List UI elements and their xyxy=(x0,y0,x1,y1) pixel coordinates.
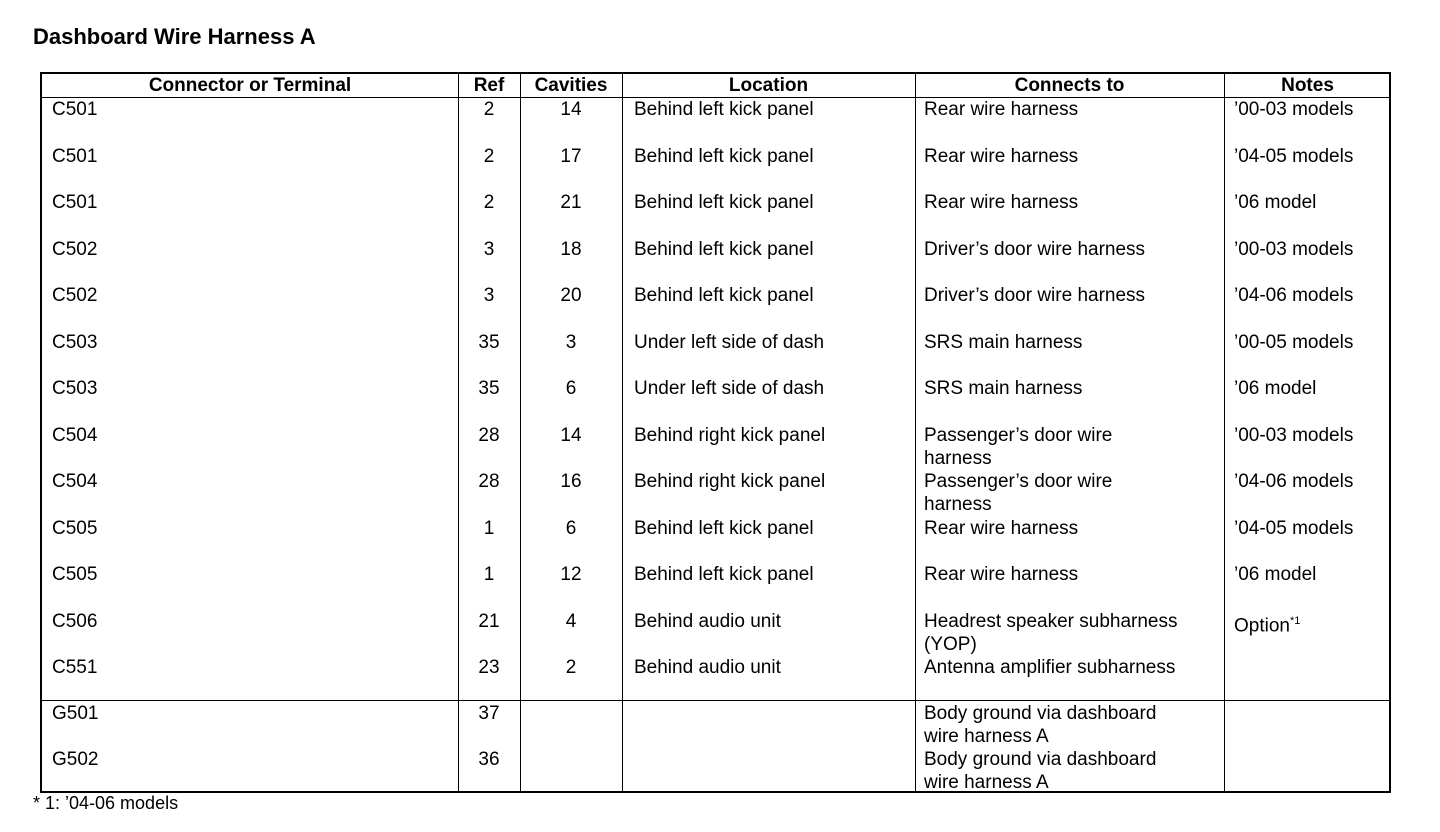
ref-cell: 21 xyxy=(478,610,500,632)
ref-cell: 28 xyxy=(478,471,500,492)
ground-connects-to-cell: Body ground via dashboard xyxy=(924,749,1157,770)
notes-text: ’00-03 models xyxy=(1234,99,1354,120)
connector-cell: C505 xyxy=(52,517,98,539)
notes-cell xyxy=(1234,98,1353,121)
connects-to-cell: Driver’s door wire harness xyxy=(924,238,1146,260)
cavities-cell: 20 xyxy=(560,285,582,306)
connector-cell: C504 xyxy=(52,471,98,492)
cavities-cell: 6 xyxy=(565,378,577,399)
connects-to-cell-line2: harness xyxy=(924,447,992,469)
notes-cell xyxy=(1234,377,1316,400)
ref-cell: 3 xyxy=(483,238,495,260)
ref-cell: 3 xyxy=(483,285,495,306)
notes-cell xyxy=(1234,517,1353,540)
connects-to-cell: SRS main harness xyxy=(924,378,1083,399)
connector-cell: C502 xyxy=(52,238,98,260)
cavities-cell: 14 xyxy=(560,99,582,120)
location-cell: Under left side of dash xyxy=(634,378,825,399)
ref-cell: 23 xyxy=(478,657,500,678)
header-location: Location xyxy=(728,75,809,96)
wire-harness-table xyxy=(40,72,1391,793)
cavities-cell: 17 xyxy=(560,145,582,167)
notes-text: ’04-05 models xyxy=(1234,517,1354,539)
ref-cell: 2 xyxy=(483,192,495,213)
notes-text: ’00-05 models xyxy=(1234,331,1354,353)
notes-cell xyxy=(1234,284,1353,307)
location-cell: Behind left kick panel xyxy=(634,238,814,260)
notes-text: ’06 model xyxy=(1234,378,1317,399)
notes-cell xyxy=(1234,238,1353,261)
notes-cell xyxy=(1234,424,1353,447)
connects-to-cell: Passenger’s door wire xyxy=(924,471,1113,492)
connects-to-cell: Rear wire harness xyxy=(924,145,1079,167)
notes-cell xyxy=(1234,191,1316,214)
ground-connector-cell: G502 xyxy=(52,749,99,770)
location-cell: Behind right kick panel xyxy=(634,471,826,492)
page-title: Dashboard Wire Harness A xyxy=(33,24,316,49)
location-cell: Behind audio unit xyxy=(634,610,781,632)
connects-to-cell: Rear wire harness xyxy=(924,564,1079,585)
ground-ref-cell: 36 xyxy=(478,749,500,770)
notes-text: ’04-05 models xyxy=(1234,145,1354,167)
notes-cell xyxy=(1234,610,1300,637)
connects-to-cell: SRS main harness xyxy=(924,331,1083,353)
header-connector: Connector or Terminal xyxy=(148,75,352,96)
notes-text: ’04-06 models xyxy=(1234,471,1354,492)
cavities-cell: 2 xyxy=(565,657,577,678)
cavities-cell: 14 xyxy=(560,424,582,446)
location-cell: Behind left kick panel xyxy=(634,517,814,539)
section-divider xyxy=(42,700,1389,701)
notes-cell xyxy=(1234,470,1353,493)
location-cell: Behind left kick panel xyxy=(634,145,814,167)
location-cell: Behind right kick panel xyxy=(634,424,826,446)
header-cavities: Cavities xyxy=(534,75,608,96)
notes-text: ’04-06 models xyxy=(1234,285,1354,306)
connects-to-cell-line2: (YOP) xyxy=(924,633,977,655)
notes-text: ’00-03 models xyxy=(1234,424,1354,446)
cavities-cell: 18 xyxy=(560,238,582,260)
connects-to-cell: Rear wire harness xyxy=(924,99,1079,120)
ref-cell: 1 xyxy=(483,517,495,539)
location-cell: Behind left kick panel xyxy=(634,99,814,120)
notes-cell xyxy=(1234,331,1353,354)
ground-connects-to-cell-line2: wire harness A xyxy=(924,726,1049,747)
ref-cell: 2 xyxy=(483,99,495,120)
notes-cell xyxy=(1234,145,1353,168)
header-notes: Notes xyxy=(1281,75,1334,96)
connector-cell: C506 xyxy=(52,610,98,632)
connects-to-cell: Passenger’s door wire xyxy=(924,424,1113,446)
notes-cell xyxy=(1234,563,1316,586)
location-cell: Behind left kick panel xyxy=(634,192,814,213)
connector-cell: C551 xyxy=(52,657,98,678)
header-connects-to: Connects to xyxy=(1014,75,1125,96)
connects-to-cell: Driver’s door wire harness xyxy=(924,285,1146,306)
location-cell: Behind left kick panel xyxy=(634,564,814,585)
notes-text: ’06 model xyxy=(1234,564,1317,585)
ground-connects-to-cell-line2: wire harness A xyxy=(924,772,1049,793)
connector-cell: C503 xyxy=(52,331,98,353)
location-cell: Under left side of dash xyxy=(634,331,825,353)
notes-text: Option xyxy=(1234,614,1290,636)
connector-cell: C502 xyxy=(52,285,98,306)
cavities-cell: 4 xyxy=(565,610,577,632)
connector-cell: C501 xyxy=(52,99,98,120)
location-cell: Behind left kick panel xyxy=(634,285,814,306)
connects-to-cell: Antenna amplifier subharness xyxy=(924,657,1176,678)
connects-to-cell: Rear wire harness xyxy=(924,517,1079,539)
connects-to-cell: Headrest speaker subharness xyxy=(924,610,1178,632)
ref-cell: 28 xyxy=(478,424,500,446)
header-ref: Ref xyxy=(473,75,505,96)
col-divider xyxy=(622,74,623,791)
connector-cell: C501 xyxy=(52,145,98,167)
location-cell: Behind audio unit xyxy=(634,657,781,678)
notes-text: ’06 model xyxy=(1234,192,1317,213)
ref-cell: 35 xyxy=(478,331,500,353)
footnote: * 1: ’04-06 models xyxy=(33,793,179,813)
cavities-cell: 6 xyxy=(565,517,577,539)
ground-connector-cell: G501 xyxy=(52,703,99,724)
cavities-cell: 12 xyxy=(560,564,582,585)
col-divider xyxy=(915,74,916,791)
connector-cell: C503 xyxy=(52,378,98,399)
notes-text: ’00-03 models xyxy=(1234,238,1354,260)
cavities-cell: 21 xyxy=(560,192,582,213)
ground-ref-cell: 37 xyxy=(478,703,500,724)
col-divider xyxy=(1224,74,1225,791)
ref-cell: 2 xyxy=(483,145,495,167)
connector-cell: C505 xyxy=(52,564,98,585)
cavities-cell: 16 xyxy=(560,471,582,492)
ref-cell: 35 xyxy=(478,378,500,399)
cavities-cell: 3 xyxy=(565,331,577,353)
footnote-marker: *1 xyxy=(1289,614,1301,627)
ground-connects-to-cell: Body ground via dashboard xyxy=(924,703,1157,724)
connects-to-cell: Rear wire harness xyxy=(924,192,1079,213)
connector-cell: C504 xyxy=(52,424,98,446)
connects-to-cell-line2: harness xyxy=(924,494,992,515)
ref-cell: 1 xyxy=(483,564,495,585)
connector-cell: C501 xyxy=(52,192,98,213)
